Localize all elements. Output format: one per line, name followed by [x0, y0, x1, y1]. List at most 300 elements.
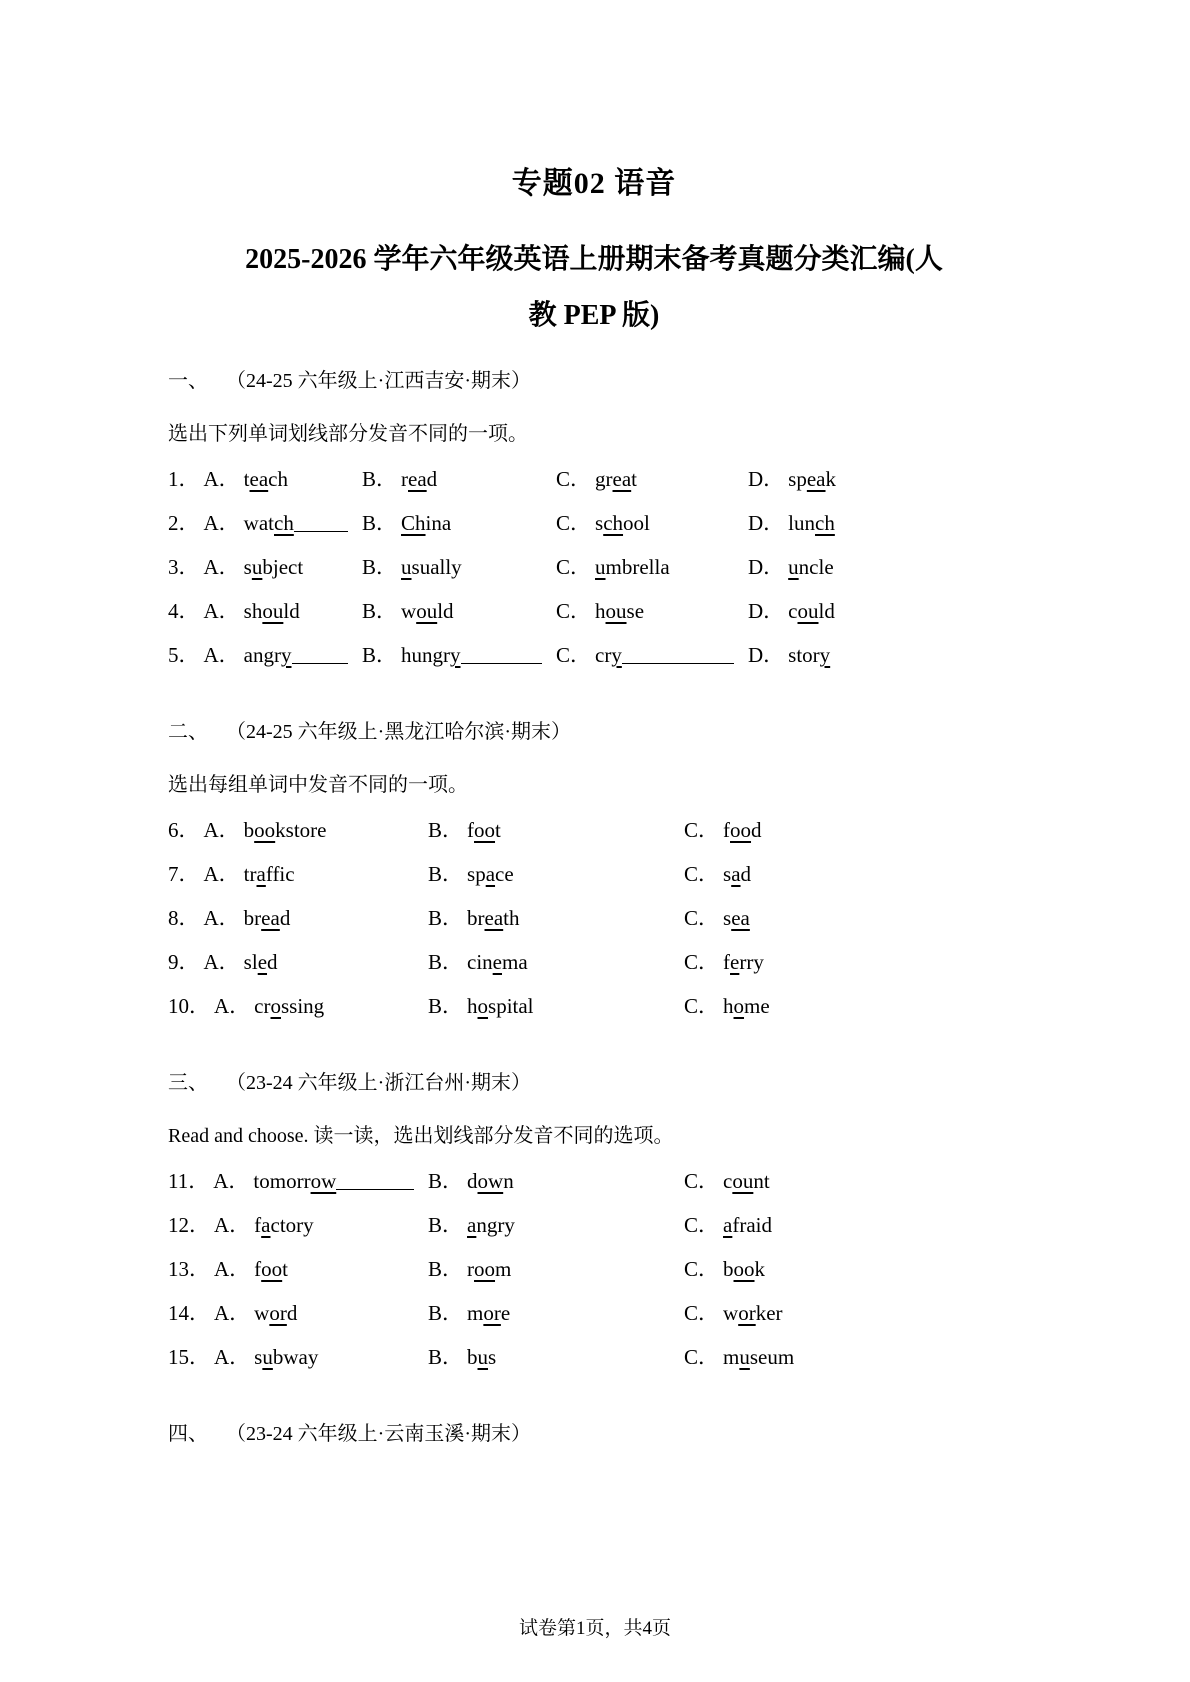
section-1 — [168, 364, 1020, 667]
word-part: cr — [595, 643, 612, 667]
answer-blank-line — [294, 531, 348, 532]
option-cell — [684, 995, 1020, 1018]
underlined-letters: or — [269, 1301, 287, 1325]
option-label: A． — [214, 994, 251, 1018]
word-part: b — [467, 1345, 478, 1369]
option-cell — [168, 512, 362, 535]
word-part: stor — [788, 643, 820, 667]
underlined-letters: oo — [474, 1257, 496, 1281]
option-cell — [168, 468, 362, 491]
option-cell — [168, 951, 428, 974]
option-label: B． — [428, 1345, 464, 1369]
page-title: 专题02 语音 — [511, 167, 677, 200]
option-label: A． — [203, 599, 240, 623]
word-part: h — [595, 599, 606, 623]
option-cell — [168, 1258, 428, 1281]
option-cell — [556, 556, 748, 579]
word-part: th — [503, 906, 520, 930]
word-part: ffic — [265, 862, 295, 886]
underlined-letters: ou — [605, 599, 627, 623]
option-word — [788, 468, 836, 491]
option-label: B． — [428, 1213, 464, 1237]
word-part: k — [825, 467, 837, 491]
word-part: e — [500, 1301, 511, 1325]
answer-blank-line — [461, 663, 542, 664]
option-word — [254, 1258, 288, 1281]
word-part: d — [740, 862, 752, 886]
section-source: （23-24 六年级上·云南玉溪·期末） — [236, 1423, 531, 1445]
word-part: d — [467, 1169, 478, 1193]
underlined-letters: a — [467, 1213, 477, 1237]
option-label: D． — [748, 511, 785, 535]
option-cell — [556, 512, 748, 535]
option-word — [467, 1170, 514, 1193]
option-label: B． — [362, 511, 398, 535]
option-word — [254, 1214, 313, 1237]
option-cell — [362, 556, 556, 579]
underlined-letters: a — [731, 862, 741, 886]
section-source: （24-25 六年级上·黑龙江哈尔滨·期末） — [236, 721, 571, 743]
word-part: t — [495, 818, 501, 842]
option-label: C． — [556, 467, 592, 491]
underlined-letters: or — [738, 1301, 756, 1325]
option-word — [595, 644, 622, 667]
question-row — [168, 1346, 1020, 1369]
word-part: d — [426, 467, 438, 491]
option-label: A． — [203, 643, 240, 667]
underlined-letters: Ch — [401, 511, 426, 535]
option-label: B． — [428, 1169, 464, 1193]
option-cell — [428, 1214, 684, 1237]
option-word — [401, 600, 454, 623]
option-cell — [428, 863, 684, 886]
word-part: fraid — [732, 1213, 772, 1237]
underlined-letters: u — [477, 1345, 489, 1369]
word-part: wat — [243, 511, 274, 535]
option-cell — [362, 512, 556, 535]
option-word — [595, 556, 670, 579]
option-word — [788, 600, 835, 623]
question-number: 14． — [168, 1301, 210, 1325]
option-word — [244, 512, 294, 535]
question-number: 2． — [168, 511, 200, 535]
question-row — [168, 995, 1020, 1018]
underlined-letters: o — [733, 994, 745, 1018]
option-word — [244, 600, 300, 623]
question-number: 3． — [168, 555, 200, 579]
option-cell — [168, 995, 428, 1018]
question-number: 15． — [168, 1345, 210, 1369]
option-cell — [748, 468, 1020, 491]
word-part: r — [401, 467, 409, 491]
section-source: （23-24 六年级上·浙江台州·期末） — [236, 1072, 531, 1094]
option-cell — [748, 512, 1020, 535]
option-label: A． — [213, 1169, 250, 1193]
word-part: t — [631, 467, 638, 491]
word-part: t — [282, 1257, 289, 1281]
underlined-letters: a — [723, 1213, 733, 1237]
question-row — [168, 468, 1020, 491]
option-cell — [428, 819, 684, 842]
question-row — [168, 1170, 1020, 1193]
word-part: f — [723, 950, 731, 974]
option-label: A． — [203, 950, 240, 974]
option-word — [723, 819, 762, 842]
question-number: 4． — [168, 599, 200, 623]
option-label: D． — [748, 643, 785, 667]
option-cell — [748, 600, 1020, 623]
option-label: D． — [748, 599, 785, 623]
word-part: cr — [254, 994, 271, 1018]
option-word — [467, 951, 528, 974]
option-cell — [362, 644, 556, 667]
option-label: C． — [556, 555, 592, 579]
section-heading — [168, 1066, 1020, 1095]
option-label: B． — [428, 994, 464, 1018]
section-number: 二、 — [168, 721, 208, 743]
underlined-letters: y — [611, 643, 622, 667]
option-word — [788, 644, 830, 667]
word-part: d — [267, 950, 278, 974]
word-part: s — [723, 862, 732, 886]
underlined-letters: a — [261, 1213, 271, 1237]
word-part: cin — [467, 950, 493, 974]
option-word — [244, 907, 291, 930]
option-cell — [684, 1346, 1020, 1369]
answer-blank-line — [622, 663, 734, 664]
option-cell — [168, 600, 362, 623]
option-word — [244, 951, 278, 974]
underlined-letters: oo — [730, 818, 752, 842]
option-word — [467, 819, 501, 842]
option-word — [401, 512, 451, 535]
word-part: r — [467, 1257, 475, 1281]
option-label: C． — [684, 1169, 720, 1193]
question-number: 10． — [168, 994, 210, 1018]
word-part: ncle — [798, 555, 834, 579]
question-number: 13． — [168, 1257, 210, 1281]
option-word — [723, 863, 751, 886]
underlined-letters: ow — [477, 1169, 504, 1193]
word-part: m — [723, 1345, 740, 1369]
option-label: B． — [362, 599, 398, 623]
word-part: ssing — [281, 994, 325, 1018]
section-number: 三、 — [168, 1072, 208, 1094]
option-word — [467, 907, 520, 930]
sections-container — [168, 364, 1020, 1446]
question-row — [168, 600, 1020, 623]
option-word — [595, 512, 650, 535]
option-word — [467, 863, 514, 886]
option-word — [401, 556, 462, 579]
option-word — [723, 907, 750, 930]
word-part: ina — [425, 511, 452, 535]
option-word — [244, 468, 288, 491]
word-part: bway — [272, 1345, 319, 1369]
option-word — [788, 556, 833, 579]
option-cell — [428, 1302, 684, 1325]
word-part: ce — [495, 862, 514, 886]
option-cell — [168, 907, 428, 930]
option-label: A． — [203, 467, 240, 491]
option-word — [723, 1302, 783, 1325]
option-label: C． — [684, 862, 720, 886]
underlined-letters: ow — [310, 1169, 337, 1193]
word-part: s — [254, 1345, 263, 1369]
option-word — [253, 1170, 336, 1193]
option-word — [244, 556, 304, 579]
option-word — [254, 995, 324, 1018]
option-cell — [684, 819, 1020, 842]
option-cell — [684, 863, 1020, 886]
option-word — [467, 1346, 496, 1369]
option-cell — [168, 863, 428, 886]
option-cell — [168, 1170, 428, 1193]
option-cell — [556, 644, 748, 667]
underlined-letters: u — [788, 555, 799, 579]
underlined-letters: y — [450, 643, 461, 667]
word-part: ld — [283, 599, 300, 623]
underlined-letters: ea — [261, 906, 280, 930]
section-instruction: 选出下列单词划线部分发音不同的一项。 — [168, 423, 528, 445]
answer-blank-line — [336, 1189, 414, 1190]
section-number: 一、 — [168, 370, 208, 392]
word-part: w — [723, 1301, 739, 1325]
option-label: A． — [203, 818, 240, 842]
option-label: B． — [362, 555, 398, 579]
underlined-letters: o — [477, 994, 489, 1018]
underlined-letters: ea — [484, 906, 504, 930]
option-label: B． — [428, 906, 464, 930]
option-label: C． — [684, 906, 720, 930]
question-row — [168, 951, 1020, 974]
word-part: rry — [739, 950, 764, 974]
question-number: 6． — [168, 818, 200, 842]
word-part: ld — [818, 599, 835, 623]
word-part: seum — [749, 1345, 795, 1369]
question-number: 1． — [168, 467, 200, 491]
word-part: ch — [268, 467, 288, 491]
question-number: 8． — [168, 906, 200, 930]
option-word — [467, 1214, 515, 1237]
option-cell — [684, 1170, 1020, 1193]
option-cell — [362, 468, 556, 491]
option-word — [595, 468, 637, 491]
option-label: D． — [748, 555, 785, 579]
option-label: B． — [428, 818, 464, 842]
word-part: tomorr — [253, 1169, 311, 1193]
word-part: s — [595, 511, 604, 535]
word-part: f — [254, 1257, 262, 1281]
underlined-letters: e — [257, 950, 268, 974]
option-word — [254, 1346, 318, 1369]
option-cell — [684, 951, 1020, 974]
option-word — [244, 644, 292, 667]
underlined-letters: oo — [254, 818, 276, 842]
option-word — [723, 1214, 772, 1237]
section-heading — [168, 715, 1020, 744]
word-part: hungr — [401, 643, 451, 667]
question-row — [168, 556, 1020, 579]
section-4 — [168, 1417, 1020, 1446]
underlined-letters: oo — [261, 1257, 283, 1281]
option-cell — [168, 644, 362, 667]
option-label: C． — [684, 950, 720, 974]
word-part: f — [467, 818, 475, 842]
option-word — [723, 1258, 765, 1281]
option-cell — [168, 556, 362, 579]
option-label: D． — [748, 467, 785, 491]
underlined-letters: oo — [474, 818, 496, 842]
option-label: A． — [214, 1345, 251, 1369]
option-label: C． — [684, 1257, 720, 1281]
section-heading — [168, 1417, 1020, 1446]
word-part: sp — [788, 467, 807, 491]
option-cell — [428, 1346, 684, 1369]
section-instruction: Read and choose. 读一读，选出划线部分发音不同的选项。 — [168, 1125, 674, 1147]
section-heading — [168, 364, 1020, 393]
option-cell — [556, 600, 748, 623]
option-label: C． — [684, 1301, 720, 1325]
underlined-letters: y — [819, 643, 831, 667]
page-subtitle — [168, 232, 1020, 344]
option-word — [244, 863, 295, 886]
option-cell — [684, 1302, 1020, 1325]
question-row — [168, 644, 1020, 667]
underlined-letters: e — [730, 950, 740, 974]
word-part: d — [279, 906, 291, 930]
underlined-letters: u — [251, 555, 263, 579]
question-row — [168, 1258, 1020, 1281]
section-2 — [168, 715, 1020, 1018]
word-part: tr — [243, 862, 257, 886]
underlined-letters: ou — [797, 599, 819, 623]
question-number: 5． — [168, 643, 200, 667]
question-row — [168, 1302, 1020, 1325]
option-word — [401, 468, 437, 491]
option-label: C． — [684, 818, 720, 842]
word-part: kstore — [275, 818, 327, 842]
option-word — [467, 1302, 510, 1325]
underlined-letters: ch — [815, 511, 835, 535]
option-label: C． — [684, 1213, 720, 1237]
option-label: C． — [684, 994, 720, 1018]
underlined-letters: o — [270, 994, 281, 1018]
option-label: A． — [203, 862, 240, 886]
underlined-letters: u — [401, 555, 412, 579]
word-part: spital — [488, 994, 534, 1018]
question-row — [168, 512, 1020, 535]
option-cell — [168, 1302, 428, 1325]
option-cell — [428, 995, 684, 1018]
question-row — [168, 819, 1020, 842]
underlined-letters: ou — [732, 1169, 754, 1193]
word-part: s — [488, 1345, 497, 1369]
subtitle-line-1: 2025-2026 学年六年级英语上册期末备考真题分类汇编(人 — [245, 244, 943, 275]
option-word — [723, 1346, 794, 1369]
word-part: sl — [243, 950, 258, 974]
word-part: gr — [595, 467, 613, 491]
underlined-letters: ea — [612, 467, 632, 491]
underlined-letters: ea — [249, 467, 269, 491]
underlined-letters: a — [485, 862, 496, 886]
underlined-letters: ou — [416, 599, 438, 623]
word-part: b — [723, 1257, 734, 1281]
underlined-letters: ch — [274, 511, 294, 535]
option-word — [467, 995, 534, 1018]
question-number: 7． — [168, 862, 200, 886]
option-cell — [684, 907, 1020, 930]
word-part: w — [401, 599, 417, 623]
underlined-letters: oo — [733, 1257, 755, 1281]
word-part: angr — [243, 643, 281, 667]
option-cell — [428, 907, 684, 930]
word-part: n — [503, 1169, 514, 1193]
option-word — [401, 644, 461, 667]
word-part: c — [788, 599, 798, 623]
word-part: bject — [262, 555, 304, 579]
option-label: B． — [428, 1301, 464, 1325]
underlined-letters: u — [262, 1345, 273, 1369]
word-part: f — [254, 1213, 262, 1237]
section-source: （24-25 六年级上·江西吉安·期末） — [236, 370, 531, 392]
subtitle-line-2: 教 PEP 版) — [528, 300, 660, 331]
option-label: B． — [428, 1257, 464, 1281]
question-row — [168, 907, 1020, 930]
word-part: nt — [753, 1169, 770, 1193]
page-footer: 试卷第1页，共4页 — [518, 1618, 671, 1639]
option-cell — [428, 951, 684, 974]
option-cell — [748, 644, 1020, 667]
option-cell — [748, 556, 1020, 579]
word-part: ctory — [270, 1213, 314, 1237]
word-part: sp — [467, 862, 486, 886]
underlined-letters: u — [595, 555, 606, 579]
word-part: c — [723, 1169, 733, 1193]
underlined-letters: y — [281, 643, 292, 667]
option-label: A． — [214, 1257, 251, 1281]
option-word — [788, 512, 835, 535]
option-cell — [168, 1346, 428, 1369]
option-label: B． — [428, 950, 464, 974]
word-part: lun — [788, 511, 816, 535]
question-number: 12． — [168, 1213, 210, 1237]
option-cell — [362, 600, 556, 623]
underlined-letters: u — [739, 1345, 750, 1369]
word-part: t — [243, 467, 250, 491]
option-label: B． — [428, 862, 464, 886]
word-part: sually — [411, 555, 462, 579]
word-part: h — [467, 994, 478, 1018]
option-word — [244, 819, 327, 842]
underlined-letters: a — [256, 862, 266, 886]
answer-blank-line — [292, 663, 349, 664]
word-part: s — [243, 555, 252, 579]
word-part: d — [751, 818, 762, 842]
underlined-letters: or — [483, 1301, 501, 1325]
underlined-letters: ch — [603, 511, 624, 535]
option-label: C． — [684, 1345, 720, 1369]
option-label: B． — [362, 467, 398, 491]
underlined-letters: ea — [806, 467, 826, 491]
option-cell — [168, 1214, 428, 1237]
option-label: C． — [556, 511, 592, 535]
question-row — [168, 863, 1020, 886]
word-part: s — [723, 906, 732, 930]
word-part: b — [243, 818, 255, 842]
section-instruction: 选出每组单词中发音不同的一项。 — [168, 774, 468, 796]
underlined-letters: ou — [262, 599, 284, 623]
